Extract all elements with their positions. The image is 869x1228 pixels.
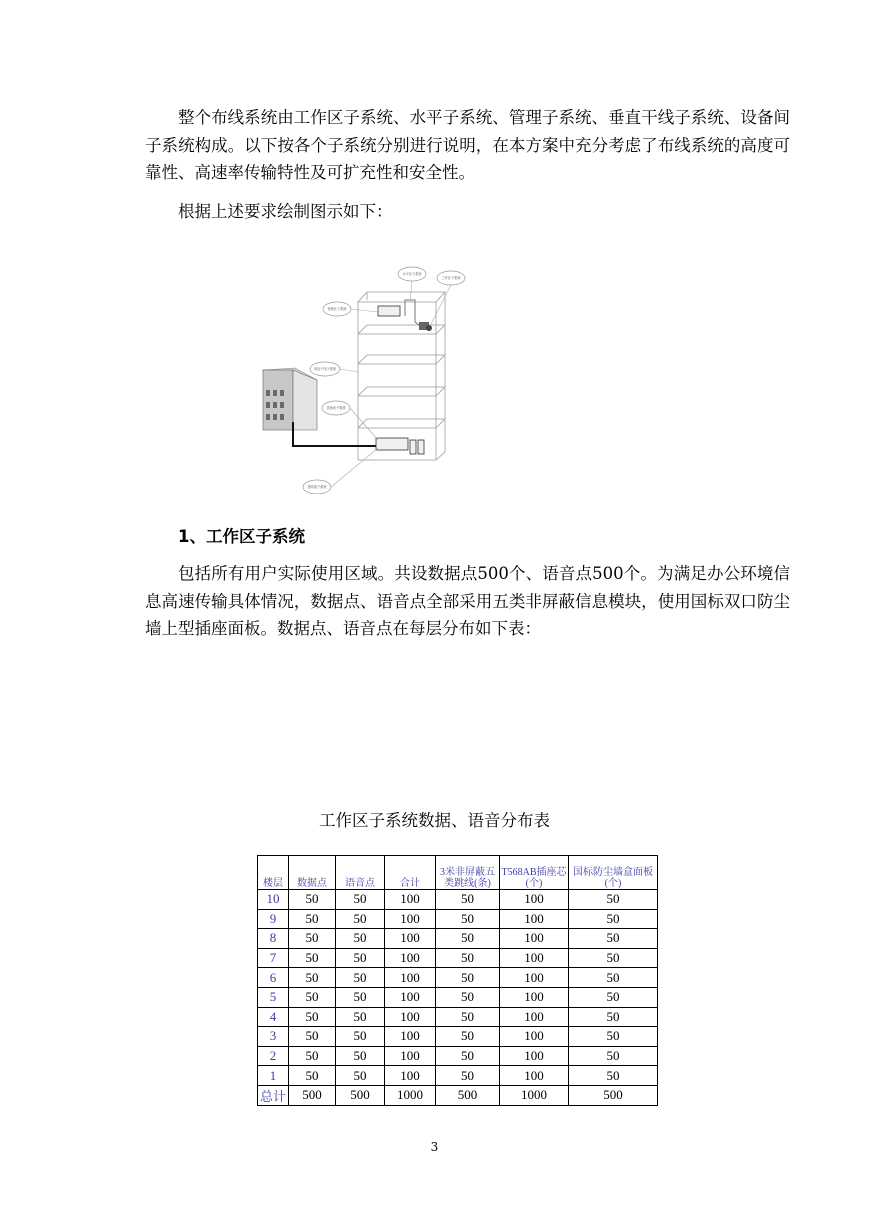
table-cell: 50 [569,1046,658,1066]
table-cell: 50 [569,1027,658,1047]
table-cell: 50 [289,890,336,910]
table-cell: 100 [500,929,569,949]
table-cell: 100 [500,987,569,1007]
table-cell: 50 [569,890,658,910]
header-socket-cores: T568AB插座芯(个) [500,856,569,890]
figure-intro-paragraph: 根据上述要求绘制图示如下： [178,202,393,221]
table-cell: 50 [569,948,658,968]
table-cell: 50 [336,1066,385,1086]
table-cell: 50 [289,1046,336,1066]
diagram-label-equipment-room: 设备间子系统 [326,406,346,410]
table-cell: 100 [385,1027,436,1047]
table-cell: 8 [258,929,289,949]
table-cell: 50 [289,1007,336,1027]
header-data-points: 数据点 [289,856,336,890]
table-cell: 50 [436,968,500,988]
table-cell: 100 [500,948,569,968]
table-cell: 50 [336,1027,385,1047]
table-cell: 50 [436,1027,500,1047]
table-cell: 5 [258,987,289,1007]
table-cell: 500 [569,1085,658,1105]
table-cell: 50 [289,929,336,949]
header-total: 合计 [385,856,436,890]
table-cell: 100 [385,909,436,929]
table-cell: 50 [289,948,336,968]
work-area-paragraph: 包括所有用户实际使用区域。共设数据点500个、语音点500个。为满足办公环境信息高速传输具体情况，数据点、语音点全部采用五类非屏蔽信息模块，使用国标双口防尘墙上型插座面板。数据点、语音点在每层分布如下表： [145,564,790,638]
table-row [258,1007,658,1027]
table-cell: 50 [569,909,658,929]
table-cell: 50 [289,968,336,988]
table-cell: 100 [500,909,569,929]
table-cell: 50 [336,1046,385,1066]
table-cell: 50 [436,1066,500,1086]
table-row [258,929,658,949]
table-cell: 50 [569,1007,658,1027]
table-cell: 1000 [500,1085,569,1105]
table-cell: 100 [500,968,569,988]
table-cell: 100 [500,1007,569,1027]
table-row [258,1066,658,1086]
diagram-label-work-area: 工作区子系统 [441,276,461,280]
diagram-label-management: 管理区子系统 [327,307,347,311]
header-voice-points: 语音点 [336,856,385,890]
header-patch-cords: 3米非屏蔽五类跳线(条) [436,856,500,890]
table-cell: 50 [336,968,385,988]
table-cell: 50 [289,1066,336,1086]
table-cell: 50 [569,929,658,949]
table-row [258,987,658,1007]
diagram-label-campus: 建筑群子系统 [307,485,327,489]
table-cell: 2 [258,1046,289,1066]
page-number: 3 [430,1140,439,1154]
section-heading: 1、工作区子系统 [178,527,305,546]
table-cell: 10 [258,890,289,910]
intro-paragraph: 整个布线系统由工作区子系统、水平子系统、管理子系统、垂直干线子系统、设备间子系统构成。以下按各个子系统分别进行说明，在本方案中充分考虑了布线系统的高度可靠性、高速率传输特性及可扩充性和安全性。 [145,108,790,182]
table-cell: 50 [289,1027,336,1047]
table-cell: 50 [336,890,385,910]
table-cell: 100 [500,1066,569,1086]
diagram-label-horizontal: 水平区子系统 [402,272,422,276]
table-row [258,1046,658,1066]
table-row [258,968,658,988]
table-row [258,890,658,910]
table-cell: 50 [436,1007,500,1027]
table-row [258,1027,658,1047]
header-floor: 楼层 [258,856,289,890]
table-cell: 1000 [385,1085,436,1105]
table-cell: 50 [569,968,658,988]
table-cell: 50 [289,909,336,929]
table-cell: 100 [385,1007,436,1027]
table-cell: 500 [336,1085,385,1105]
table-cell: 50 [336,948,385,968]
table-row [258,948,658,968]
table-cell: 1 [258,1066,289,1086]
table-cell: 50 [336,929,385,949]
table-cell: 500 [289,1085,336,1105]
table-body [258,890,658,1086]
table-cell: 100 [500,890,569,910]
table-cell: 50 [569,1066,658,1086]
table-cell: 3 [258,1027,289,1047]
table-cell: 50 [436,929,500,949]
table-cell: 50 [336,1007,385,1027]
table-cell: 50 [436,909,500,929]
header-face-plates: 国标防尘墙盒面板(个) [569,856,658,890]
table-cell: 50 [436,987,500,1007]
table-cell: 50 [436,890,500,910]
table-cell: 总计 [258,1085,289,1105]
table-cell: 500 [436,1085,500,1105]
table-cell: 100 [385,890,436,910]
table-header-row [258,856,658,890]
table-cell: 50 [289,987,336,1007]
table-cell: 100 [385,987,436,1007]
table-cell: 100 [385,948,436,968]
distribution-table [257,855,658,1106]
table-caption: 工作区子系统数据、语音分布表 [319,811,550,830]
table-row [258,909,658,929]
table-cell: 50 [436,1046,500,1066]
table-cell: 100 [385,968,436,988]
cabling-system-diagram [255,262,475,494]
table-cell: 50 [336,987,385,1007]
table-cell: 100 [385,1066,436,1086]
table-cell: 6 [258,968,289,988]
table-cell: 7 [258,948,289,968]
table-cell: 50 [336,909,385,929]
table-cell: 100 [500,1046,569,1066]
table-cell: 50 [569,987,658,1007]
table-cell: 9 [258,909,289,929]
table-cell: 50 [436,948,500,968]
table-cell: 4 [258,1007,289,1027]
table-cell: 100 [385,929,436,949]
table-total-row [258,1085,658,1105]
table-cell: 100 [385,1046,436,1066]
diagram-label-backbone: 垂直干线子系统 [313,367,337,371]
table-cell: 100 [500,1027,569,1047]
